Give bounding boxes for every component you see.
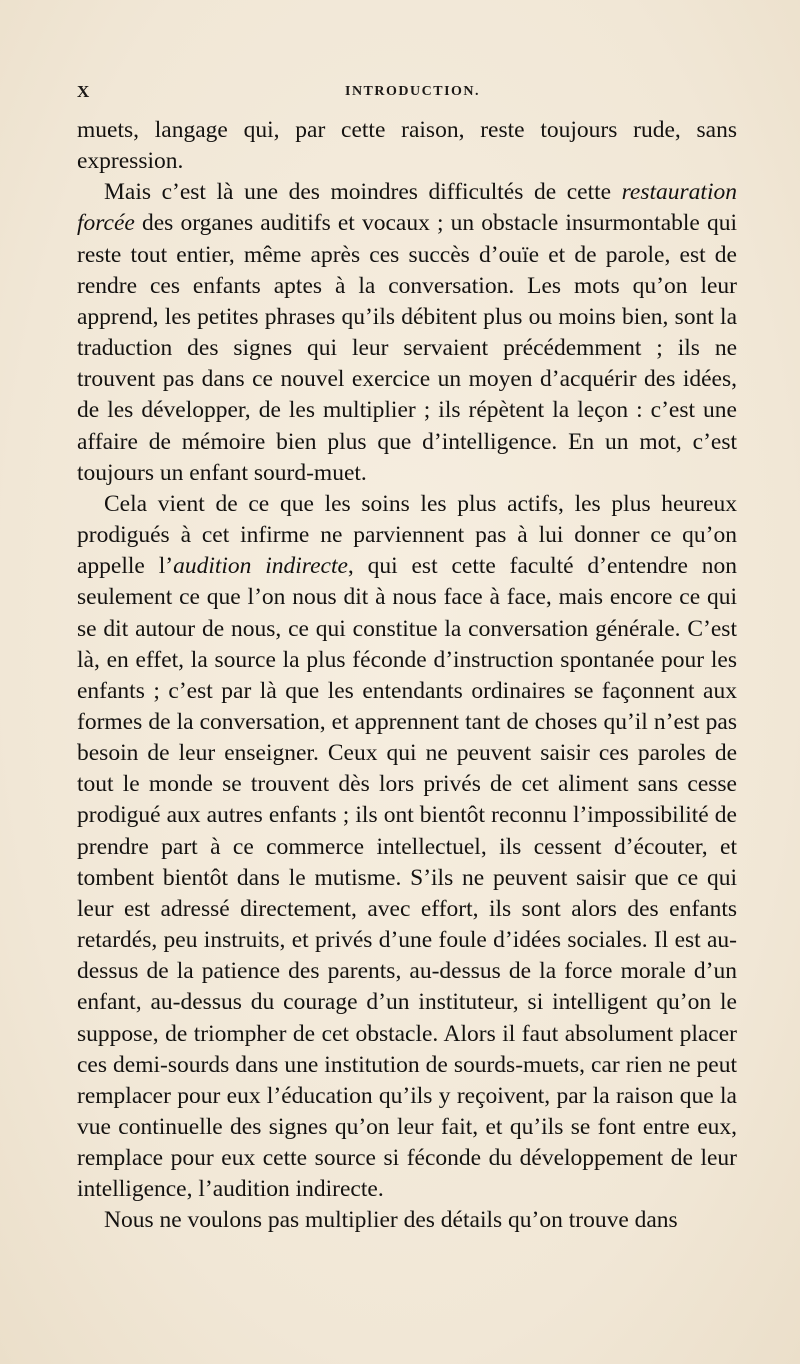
paragraph-4 [77, 1205, 737, 1236]
body-text [77, 115, 737, 1237]
page-header [77, 82, 725, 108]
paragraph-2 [77, 177, 737, 489]
text-segment: Cela vient de ce que les soins les plus actifs, les plus heureux prodigués à cet infirme ne parviennent pas à lui donner ce qu’on appelle l’ [77, 490, 737, 580]
page-number: X [77, 82, 91, 101]
text-segment: des organes auditifs et vocaux ; un obstacle insurmontable qui reste tout entier, même après ces succès d’ouïe et de parole, est de rendre ces enfants aptes à la conversation. Les mots qu’on leur apprend, les petites phrases qu’ils débitent plus ou moins bien, sont la traduction des signes qui leur servaient précédemment ; ils ne trouvent pas dans ce nouvel exercice un moyen d’acquérir des idées, de les développer, de les multiplier ; ils répètent la leçon : c’est une affaire de mémoire bien plus que d’intelligence. En un mot, c’est toujours un enfant sourd-muet. [77, 210, 737, 486]
paragraph-3 [77, 489, 737, 1206]
paragraph-1 [77, 115, 737, 177]
text-segment: Nous ne voulons pas multiplier des détails qu’on trouve dans [104, 1207, 678, 1234]
italic-term-restauration-forcee: restauration forcée [77, 179, 737, 237]
text-segment: muets, langage qui, par cette raison, reste toujours rude, sans expression. [77, 117, 737, 175]
running-title: INTRODUCTION. [345, 84, 481, 99]
text-segment: , qui est cette faculté d’entendre non seulement ce que l’on nous dit à nous face à face, mais encore ce qui se dit autour de nous, ce qui constitue la conversation générale. C’est là, en effet, la source la plus féconde d’instruction spontanée pour les enfants ; c’est par là que les entendants ordinaires se façonnent aux formes de la conversation, et apprennent tant de choses qu’il n’est pas besoin de leur enseigner. Ceux qui ne peuvent saisir ces paroles de tout le monde se trouvent dès lors privés de cet aliment sans cesse prodigué aux autres enfants ; ils ont bientôt reconnu l’impossibilité de prendre part à ce commerce intellectuel, ils cessent d’écouter, et tombent bientôt dans le mutisme. S’ils ne peuvent saisir que ce qui leur est adressé directement, avec effort, ils sont alors des enfants retardés, peu instruits, et privés d’une foule d’idées sociales. Il est au-dessus de la patience des parents, au-dessus de la force morale d’un enfant, au-dessus du courage d’un instituteur, si intelligent qu’on le suppose, de triompher de cet obstacle. Alors il faut absolument placer ces demi-sourds dans une institution de sourds-muets, car rien ne peut remplacer pour eux l’éducation qu’ils y reçoivent, par la raison que la vue continuelle des signes qu’on leur fait, et qu’ils se font entre eux, remplace pour eux cette source si féconde du développement de leur intelligence, l’audition indirecte. [77, 553, 737, 1203]
text-segment: Mais c’est là une des moindres difficultés de cette [104, 179, 622, 206]
italic-term-audition-indirecte: audition indirecte [173, 553, 348, 580]
